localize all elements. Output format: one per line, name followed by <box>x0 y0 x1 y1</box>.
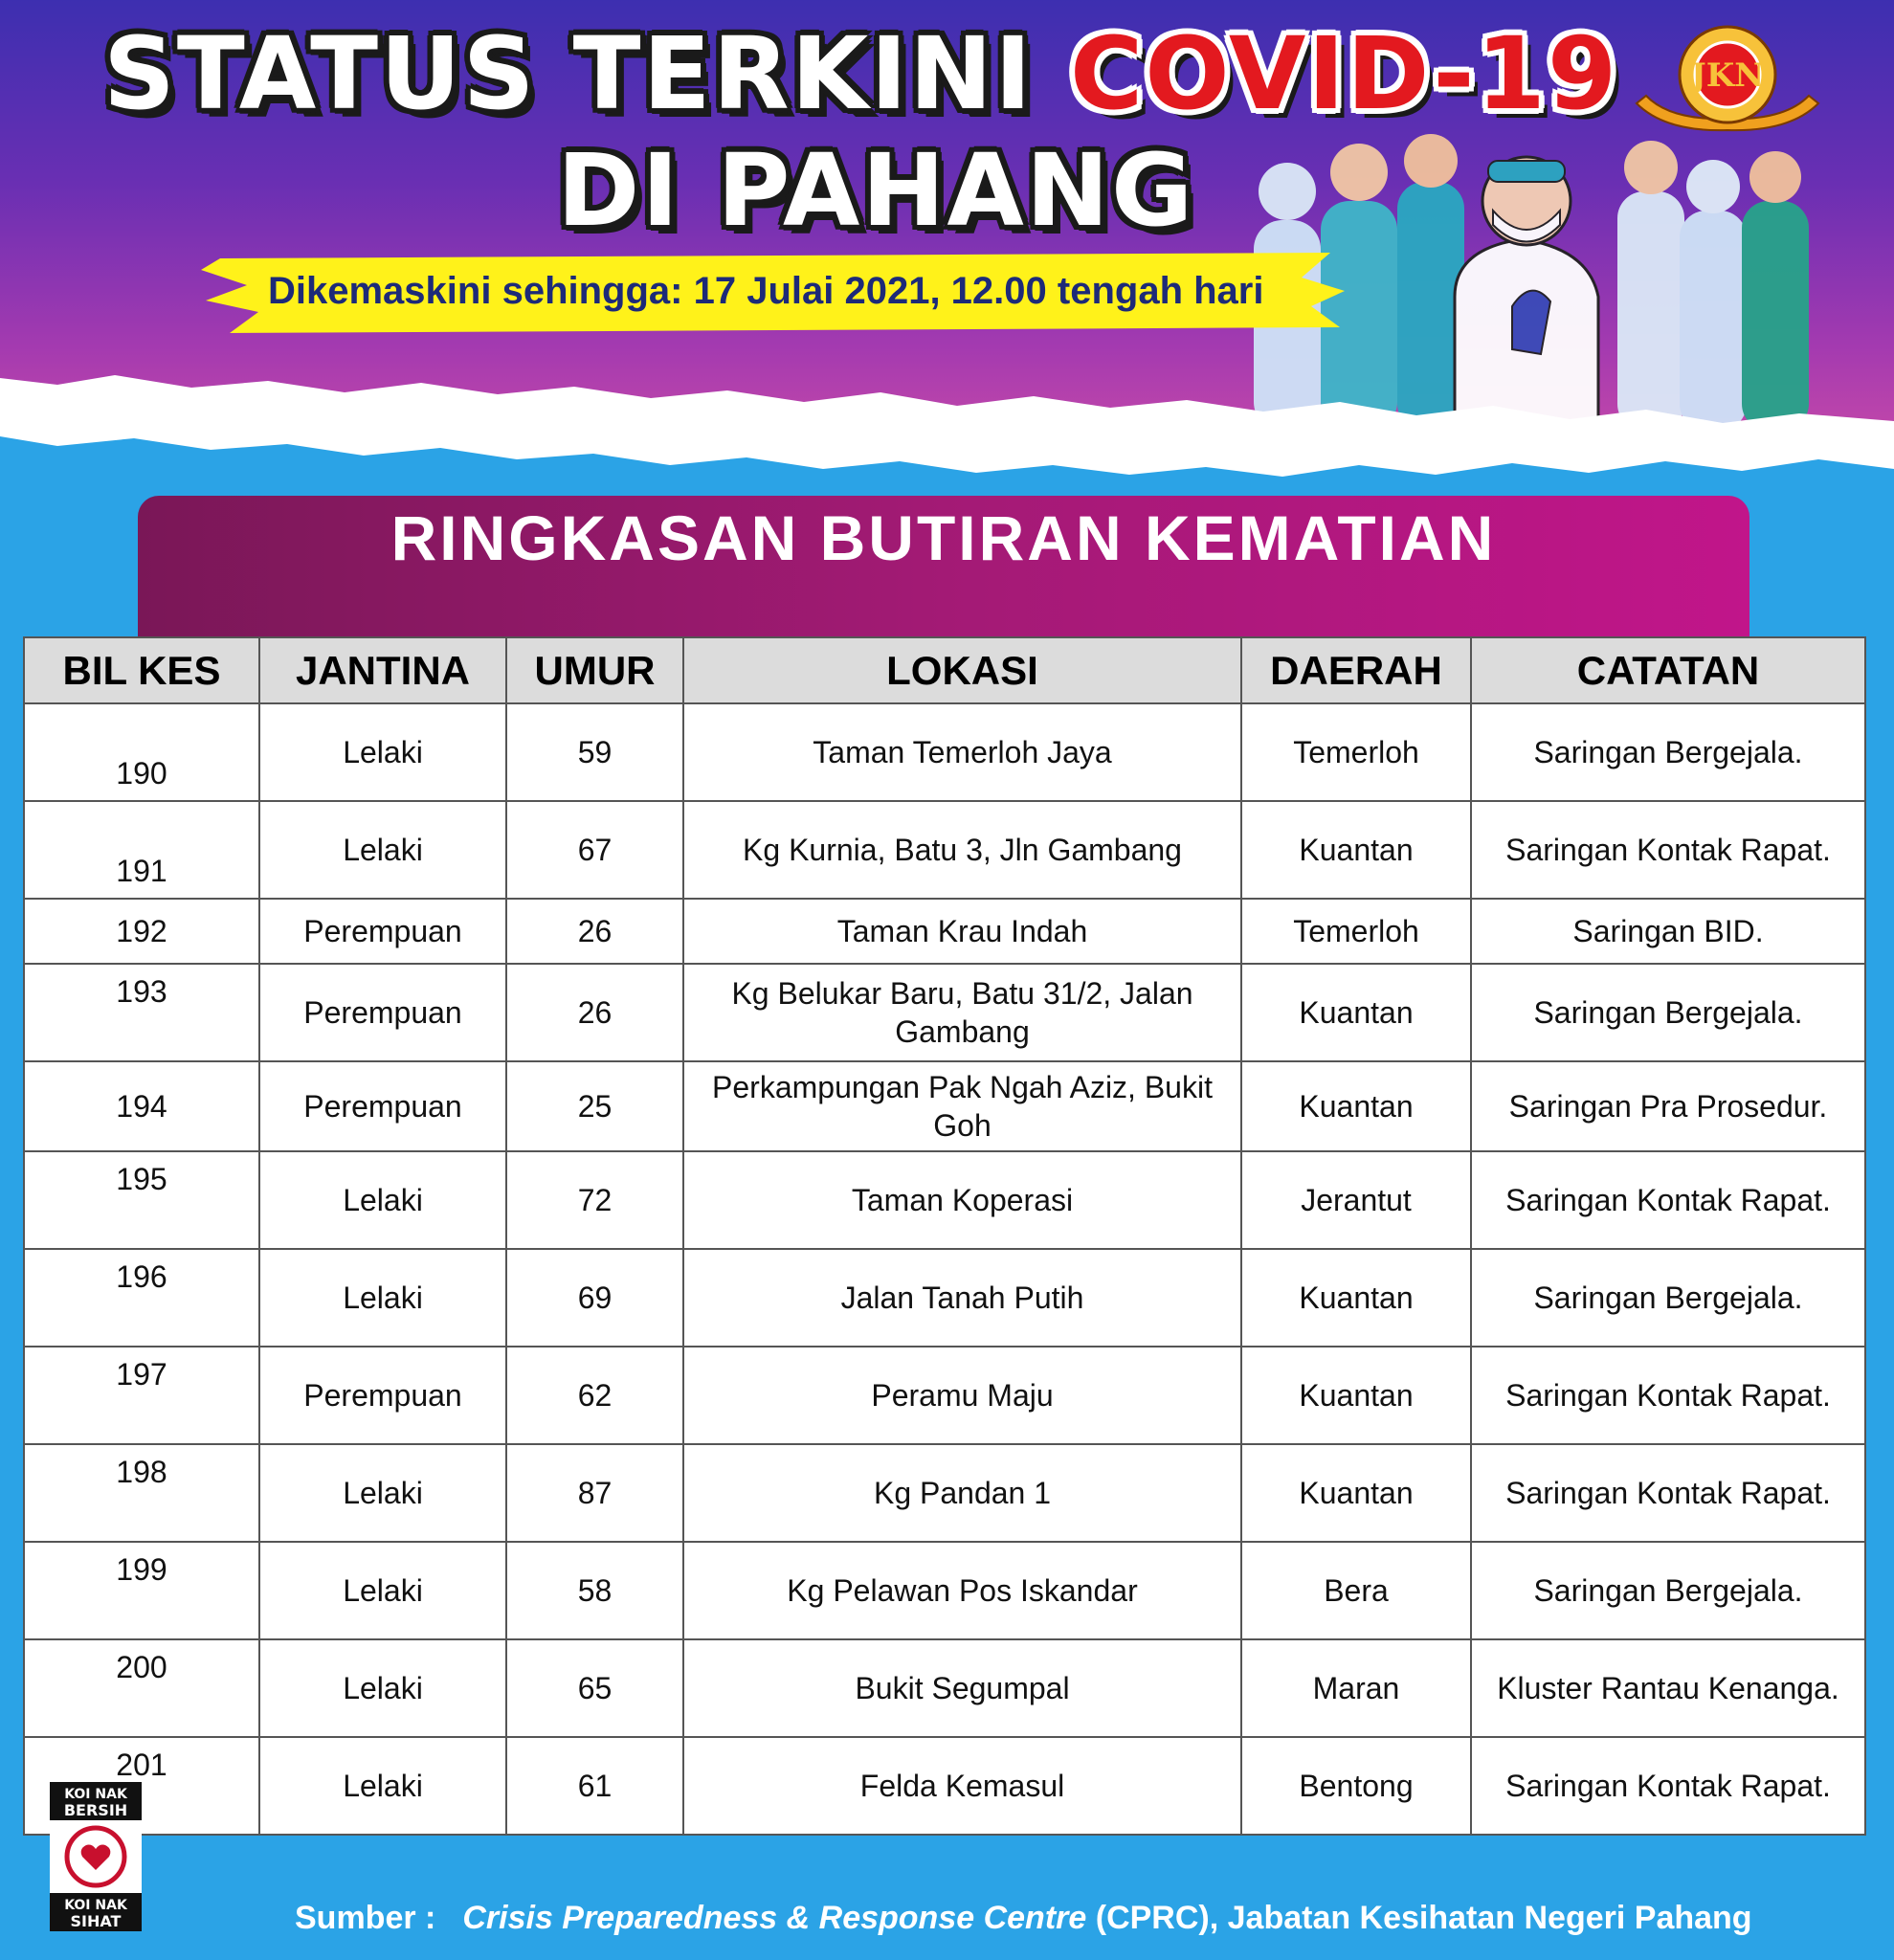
cell-umur: 58 <box>506 1542 683 1639</box>
cell-bil: 190 <box>24 703 259 801</box>
cell-lokasi: Kg Pelawan Pos Iskandar <box>683 1542 1241 1639</box>
cell-catatan: Kluster Rantau Kenanga. <box>1471 1639 1865 1737</box>
cell-jantina: Perempuan <box>259 1347 506 1444</box>
cell-jantina: Perempuan <box>259 899 506 964</box>
cell-bil: 197 <box>24 1347 259 1444</box>
cell-daerah: Kuantan <box>1241 1347 1471 1444</box>
cell-bil: 192 <box>24 899 259 964</box>
cell-umur: 61 <box>506 1737 683 1835</box>
koi-nak-sihat-logo <box>50 1782 142 1931</box>
title-part1: STATUS TERKINI <box>103 15 1070 132</box>
cell-lokasi: Felda Kemasul <box>683 1737 1241 1835</box>
table-row <box>24 1061 1865 1151</box>
cell-umur: 26 <box>506 899 683 964</box>
cell-catatan: Saringan Pra Prosedur. <box>1471 1061 1865 1151</box>
cell-umur: 59 <box>506 703 683 801</box>
cell-jantina: Perempuan <box>259 1061 506 1151</box>
source-label: Sumber : <box>295 1900 436 1936</box>
table-row <box>24 1542 1865 1639</box>
cell-jantina: Lelaki <box>259 801 506 899</box>
cell-catatan: Saringan Kontak Rapat. <box>1471 1347 1865 1444</box>
cell-lokasi: Taman Krau Indah <box>683 899 1241 964</box>
cell-lokasi: Kg Pandan 1 <box>683 1444 1241 1542</box>
source-line <box>295 1900 1752 1937</box>
table-row <box>24 1347 1865 1444</box>
table-row <box>24 964 1865 1061</box>
cell-umur: 65 <box>506 1639 683 1737</box>
cell-daerah: Kuantan <box>1241 801 1471 899</box>
cell-daerah: Kuantan <box>1241 1249 1471 1347</box>
cell-bil: 198 <box>24 1444 259 1542</box>
cell-umur: 87 <box>506 1444 683 1542</box>
source-org-italic: Crisis Preparedness & Response Centre <box>462 1900 1087 1936</box>
cell-bil: 199 <box>24 1542 259 1639</box>
cell-bil: 193 <box>24 964 259 1061</box>
cell-catatan: Saringan Kontak Rapat. <box>1471 1444 1865 1542</box>
cell-catatan: Saringan Bergejala. <box>1471 703 1865 801</box>
cell-catatan: Saringan Kontak Rapat. <box>1471 1151 1865 1249</box>
table-row <box>24 1737 1865 1835</box>
cell-daerah: Bera <box>1241 1542 1471 1639</box>
cell-daerah: Maran <box>1241 1639 1471 1737</box>
table-row <box>24 703 1865 801</box>
cell-jantina: Lelaki <box>259 1444 506 1542</box>
cell-bil: 195 <box>24 1151 259 1249</box>
cell-daerah: Kuantan <box>1241 1444 1471 1542</box>
cell-jantina: Lelaki <box>259 1542 506 1639</box>
table-header-row <box>24 637 1865 703</box>
cell-bil: 191 <box>24 801 259 899</box>
header-umur: UMUR <box>506 637 683 703</box>
cell-jantina: Lelaki <box>259 1639 506 1737</box>
last-updated-text: Dikemaskini sehingga: 17 Julai 2021, 12.00 tengah hari <box>268 270 1264 312</box>
cell-daerah: Kuantan <box>1241 964 1471 1061</box>
cell-catatan: Saringan Bergejala. <box>1471 1542 1865 1639</box>
cell-lokasi: Jalan Tanah Putih <box>683 1249 1241 1347</box>
svg-text:BERSIH: BERSIH <box>63 1801 128 1819</box>
header-bil-kes: BIL KES <box>24 637 259 703</box>
header-jantina: JANTINA <box>259 637 506 703</box>
cell-lokasi: Taman Temerloh Jaya <box>683 703 1241 801</box>
cell-bil: 201 <box>24 1737 259 1835</box>
cell-lokasi: Taman Koperasi <box>683 1151 1241 1249</box>
cell-catatan: Saringan Bergejala. <box>1471 964 1865 1061</box>
title-highlight: COVID-19 <box>1069 15 1619 132</box>
table-row <box>24 1151 1865 1249</box>
cell-bil: 200 <box>24 1639 259 1737</box>
cell-umur: 25 <box>506 1061 683 1151</box>
table-row <box>24 1444 1865 1542</box>
cell-catatan: Saringan Kontak Rapat. <box>1471 1737 1865 1835</box>
cell-bil: 196 <box>24 1249 259 1347</box>
cell-catatan: Saringan Kontak Rapat. <box>1471 801 1865 899</box>
cell-lokasi: Peramu Maju <box>683 1347 1241 1444</box>
cell-jantina: Perempuan <box>259 964 506 1061</box>
header-lokasi: LOKASI <box>683 637 1241 703</box>
cell-umur: 26 <box>506 964 683 1061</box>
cell-daerah: Bentong <box>1241 1737 1471 1835</box>
cell-umur: 69 <box>506 1249 683 1347</box>
source-org-rest: (CPRC), Jabatan Kesihatan Negeri Pahang <box>1086 1900 1752 1936</box>
cell-jantina: Lelaki <box>259 1151 506 1249</box>
cell-jantina: Lelaki <box>259 1737 506 1835</box>
svg-text:SIHAT: SIHAT <box>70 1912 122 1930</box>
cell-catatan: Saringan BID. <box>1471 899 1865 964</box>
cell-lokasi: Perkampungan Pak Ngah Aziz, Bukit Goh <box>683 1061 1241 1151</box>
table-row <box>24 1249 1865 1347</box>
cell-lokasi: Bukit Segumpal <box>683 1639 1241 1737</box>
cell-bil: 194 <box>24 1061 259 1151</box>
cell-umur: 67 <box>506 801 683 899</box>
summary-title: RINGKASAN BUTIRAN KEMATIAN <box>390 502 1497 573</box>
cell-daerah: Temerloh <box>1241 899 1471 964</box>
cell-daerah: Kuantan <box>1241 1061 1471 1151</box>
table-row <box>24 801 1865 899</box>
cell-jantina: Lelaki <box>259 1249 506 1347</box>
cell-lokasi: Kg Kurnia, Batu 3, Jln Gambang <box>683 801 1241 899</box>
title-line2: DI PAHANG <box>557 132 1195 249</box>
cell-daerah: Temerloh <box>1241 703 1471 801</box>
cell-lokasi: Kg Belukar Baru, Batu 31/2, Jalan Gambang <box>683 964 1241 1061</box>
cell-umur: 72 <box>506 1151 683 1249</box>
logo-text: JKN <box>1690 56 1765 95</box>
main-title <box>103 15 1618 132</box>
table-row <box>24 899 1865 964</box>
header-daerah: DAERAH <box>1241 637 1471 703</box>
svg-text:KOI NAK: KOI NAK <box>64 1898 127 1913</box>
cell-catatan: Saringan Bergejala. <box>1471 1249 1865 1347</box>
cell-jantina: Lelaki <box>259 703 506 801</box>
deaths-table <box>23 636 1866 1836</box>
svg-text:KOI NAK: KOI NAK <box>64 1787 127 1802</box>
table-row <box>24 1639 1865 1737</box>
cell-umur: 62 <box>506 1347 683 1444</box>
header-catatan: CATATAN <box>1471 637 1865 703</box>
jkn-logo <box>1627 17 1828 151</box>
cell-daerah: Jerantut <box>1241 1151 1471 1249</box>
